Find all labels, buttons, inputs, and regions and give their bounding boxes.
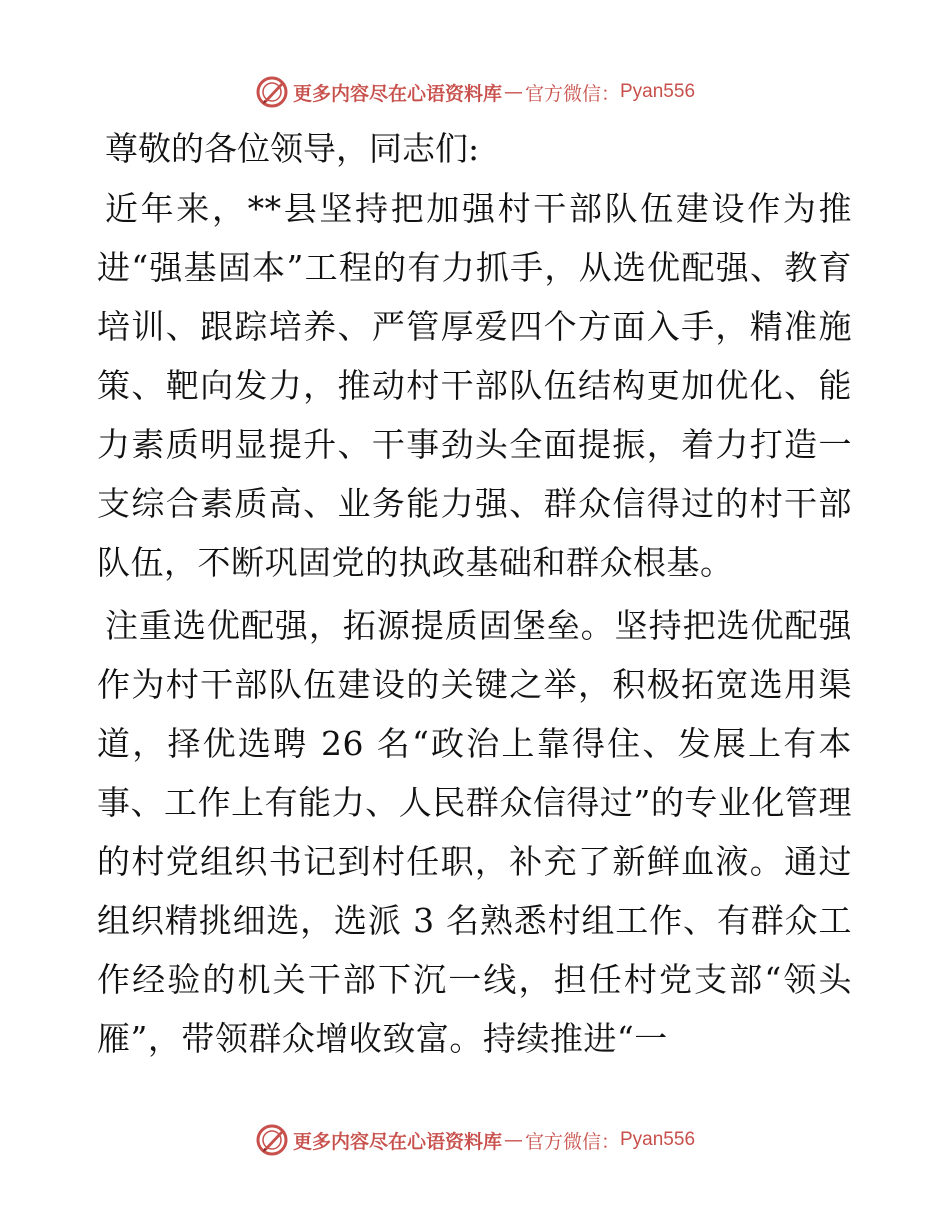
watermark-separator: — — [503, 81, 523, 103]
quill-seal-icon — [255, 75, 289, 109]
footer-watermark — [0, 1120, 950, 1160]
document-body — [97, 122, 852, 1072]
watermark-wechat-id: Pyan556 — [620, 1129, 696, 1150]
header-watermark — [0, 72, 950, 112]
watermark-official-label: 官方微信： — [524, 82, 620, 105]
watermark-wechat-id: Pyan556 — [620, 81, 696, 102]
quill-seal-icon — [255, 1123, 289, 1157]
watermark-main-text: 更多内容尽在心语资料库 — [292, 1130, 502, 1153]
watermark-separator: — — [503, 1129, 523, 1151]
paragraph-selection: 注重选优配强，拓源提质固堡垒。坚持把选优配强作为村干部队伍建设的关键之举，积极拓宽选用渠道，择优选聘 26 名“政治上靠得住、发展上有本事、工作上有能力、人民群众信得过”的专业化管理的村党组织书记到村任职，补充了新鲜血液。通过组织精挑细选，选派 3 名熟悉村组工作、有群众工作经验的机关干部下沉一线，担任村党支部“领头雁”，带领群众增收致富。持续推进“一 — [97, 606, 852, 1058]
paragraph-intro: 近年来，**县坚持把加强村干部队伍建设作为推进“强基固本”工程的有力抓手，从选优配强、教育培训、跟踪培养、严管厚爱四个方面入手，精准施策、靶向发力，推动村干部队伍结构更加优化、能力素质明显提升、干事劲头全面提振，着力打造一支综合素质高、业务能力强、群众信得过的村干部队伍，不断巩固党的执政基础和群众根基。 — [97, 189, 852, 582]
watermark-official-label: 官方微信： — [524, 1130, 620, 1153]
greeting-line: 尊敬的各位领导，同志们: — [105, 129, 480, 168]
watermark-main-text: 更多内容尽在心语资料库 — [292, 82, 502, 105]
